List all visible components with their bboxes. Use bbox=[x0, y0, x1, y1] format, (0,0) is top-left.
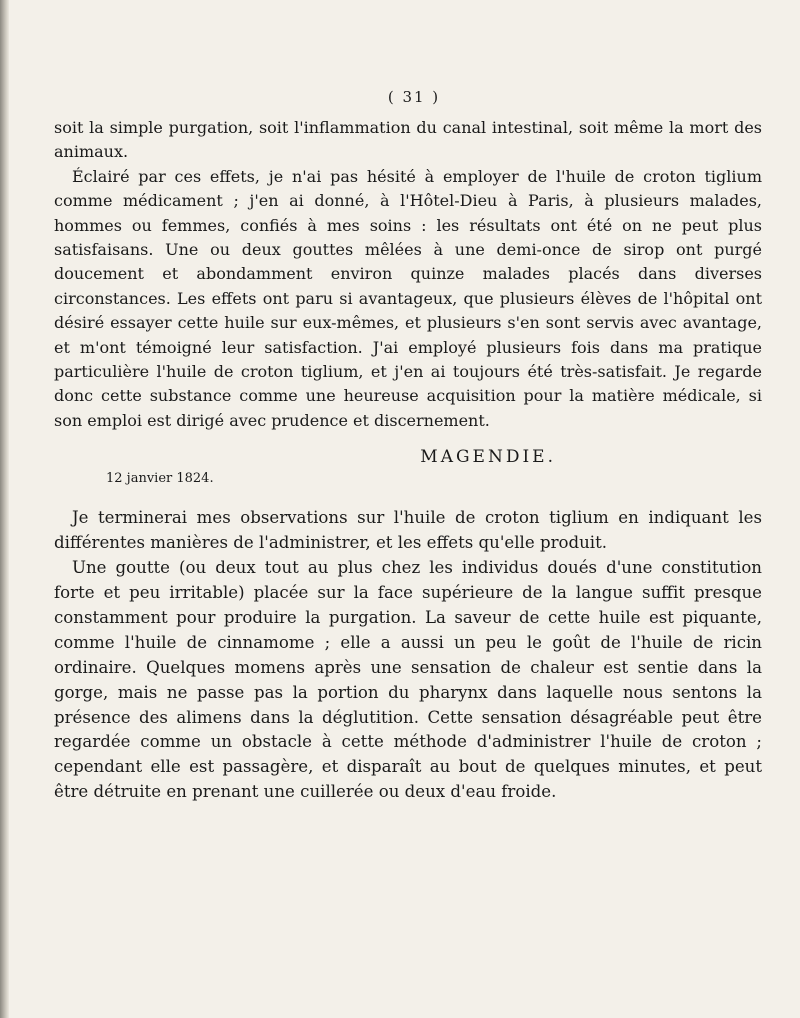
paragraph-3: Je terminerai mes observations sur l'huile de croton tiglium en indiquant les différentes manières de l'administrer, et les effets qu'elle produit. bbox=[54, 508, 762, 553]
paragraph-2: Éclairé par ces effets, je n'ai pas hésité à employer de l'huile de croton tiglium comme médicament ; j'en ai donné, à l'Hôtel-Dieu à Paris, à plusieurs malades, hommes ou femmes, confiés à mes soins : les résultats ont été on ne peut plus satisfaisans. Une ou deux gouttes mêlées à une demi-once de sirop ont purgé doucement et abondamment environ quinze malades placés dans diverses circonstances. Les effets ont paru si avantageux, que plusieurs élèves de l'hôpital ont désiré essayer cette huile sur eux-mêmes, et plusieurs s'en sont servis avec avantage, et m'ont témoigné leur satisfaction. J'ai employé plusieurs fois dans ma pratique particulière l'huile de croton tiglium, et j'en ai toujours été très-satisfait. Je regarde donc cette substance comme une heureuse acquisition pour la matière médicale, si son emploi est dirigé avec prudence et discernement. bbox=[54, 166, 762, 430]
section-observations bbox=[54, 506, 762, 805]
signature: MAGENDIE. bbox=[420, 447, 556, 468]
text-block bbox=[54, 88, 762, 805]
paragraph-4: Une goutte (ou deux tout au plus chez les individus doués d'une constitution forte et peu irritable) placée sur la face supérieure de la langue suffit presque constamment pour produire la purgation. La saveur de cette huile est piquante, comme l'huile de cinnamome ; elle a aussi un peu le goût de l'huile de ricin ordinaire. Quelques momens après une sensation de chaleur est sentie dans la gorge, mais ne passe pas la portion du pharynx dans laquelle nous sentons la présence des alimens dans la déglutition. Cette sensation désagréable peut être regardée comme un obstacle à cette méthode d'administrer l'huile de croton ; cependant elle est passagère, et disparaît au bout de quelques minutes, et peut être détruite en prenant une cuillerée ou deux d'eau froide. bbox=[54, 558, 762, 802]
date-line: 12 janvier 1824. bbox=[106, 471, 214, 487]
page-binding-edge bbox=[0, 0, 9, 1018]
page-number: ( 31 ) bbox=[387, 88, 441, 106]
paragraph-1: soit la simple purgation, soit l'inflammation du canal intestinal, soit même la mort des animaux. bbox=[54, 118, 762, 162]
